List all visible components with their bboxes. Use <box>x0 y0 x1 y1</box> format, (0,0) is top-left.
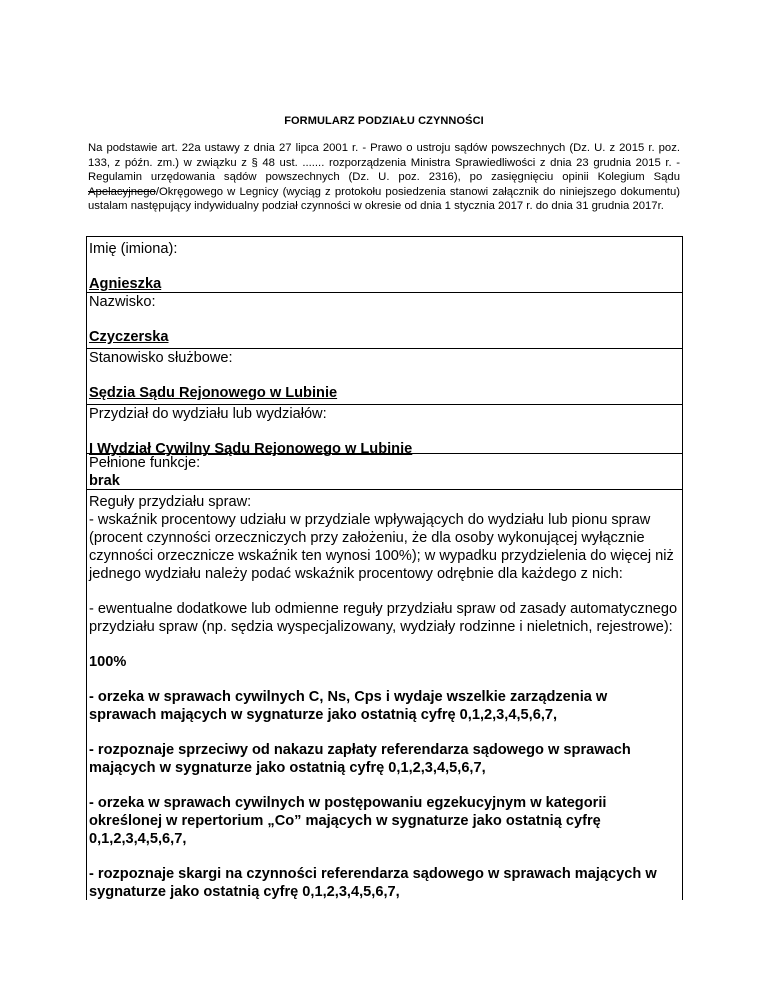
last-name-label: Nazwisko: <box>89 294 156 310</box>
last-name-cell <box>87 293 682 349</box>
rules-description-percentage: - wskaźnik procentowy udziału w przydziale wpływających do wydziału lub pionu spraw (procent czynności orzeczniczych przy założeniu, że dla osoby wykonującej wyłącznie czynności orzecznicze wskaźnik ten wynosi 100%); w wypadku przydzielenia do więcej niż jednego wydziału należy podać wskaźnik procentowy odrębnie dla każdego z nich: <box>89 512 674 582</box>
duty-item: - orzeka w sprawach cywilnych w postępowaniu egzekucyjnym w kategorii określonej w repertorium „Co” mających w sygnaturze jako ostatnią cyfrę 0,1,2,3,4,5,6,7, <box>89 795 607 847</box>
position-cell <box>87 349 682 405</box>
assignment-form-table <box>86 236 683 900</box>
first-name-label: Imię (imiona): <box>89 241 178 257</box>
functions-value: brak <box>89 473 120 489</box>
functions-cell <box>87 454 682 490</box>
document-title: FORMULARZ PODZIAŁU CZYNNOŚCI <box>284 115 484 127</box>
duty-item: - rozpoznaje sprzeciwy od nakazu zapłaty referendarza sądowego w sprawach mających w sygnaturze jako ostatnią cyfrę 0,1,2,3,4,5,6,7, <box>89 742 631 776</box>
intro-struck-text: Apelacyjnego <box>88 185 156 198</box>
percentage-value: 100% <box>89 654 127 670</box>
rules-cell <box>87 490 682 901</box>
position-value: Sędzia Sądu Rejonowego w Lubinie <box>89 385 338 401</box>
intro-text-part1: Na podstawie art. 22a ustawy z dnia 27 lipca 2001 r. - Prawo o ustroju sądów powszechnych (Dz. U. z 2015 r. poz. 133, z późn. zm.) w związku z § 48 ust. ....... rozporządzenia Ministra Sprawiedliwości z dnia 23 grudnia 2015 r. - Regulamin urzędowania sądów powszechnych (Dz. U. poz. 2316), po zasięgnięciu opinii Kolegium Sądu <box>88 142 680 184</box>
intro-text-part2: /Okręgowego w Legnicy (wyciąg z protokołu posiedzenia stanowi załącznik do niniejszego dokumentu) ustalam następujący indywidualny podział czynności w okresie od dnia 1 stycznia 2017 r. do dnia 31 grudnia 2017r. <box>88 185 680 213</box>
position-label: Stanowisko służbowe: <box>89 350 233 366</box>
rules-label: Reguły przydziału spraw: <box>89 494 252 510</box>
intro-paragraph <box>88 141 680 214</box>
duty-item: - orzeka w sprawach cywilnych C, Ns, Cps i wydaje wszelkie zarządzenia w sprawach mających w sygnaturze jako ostatnią cyfrę 0,1,2,3,4,5,6,7, <box>89 689 608 723</box>
first-name-value: Agnieszka <box>89 276 162 292</box>
functions-label: Pełnione funkcje: <box>89 455 201 471</box>
duty-item: - rozpoznaje skargi na czynności referendarza sądowego w sprawach mających w sygnaturze jako ostatnią cyfrę 0,1,2,3,4,5,6,7, <box>89 866 657 900</box>
division-label: Przydział do wydziału lub wydziałów: <box>89 406 327 422</box>
division-value: I Wydział Cywilny Sądu Rejonowego w Lubinie <box>89 441 413 457</box>
rules-description-additional: - ewentualne dodatkowe lub odmienne reguły przydziału spraw od zasady automatycznego przydziału spraw (np. sędzia wyspecjalizowany, wydziały rodzinne i nieletnich, rejestrowe): <box>89 601 678 635</box>
division-cell <box>87 405 682 457</box>
first-name-cell <box>87 237 682 293</box>
last-name-value: Czyczerska <box>89 329 169 345</box>
